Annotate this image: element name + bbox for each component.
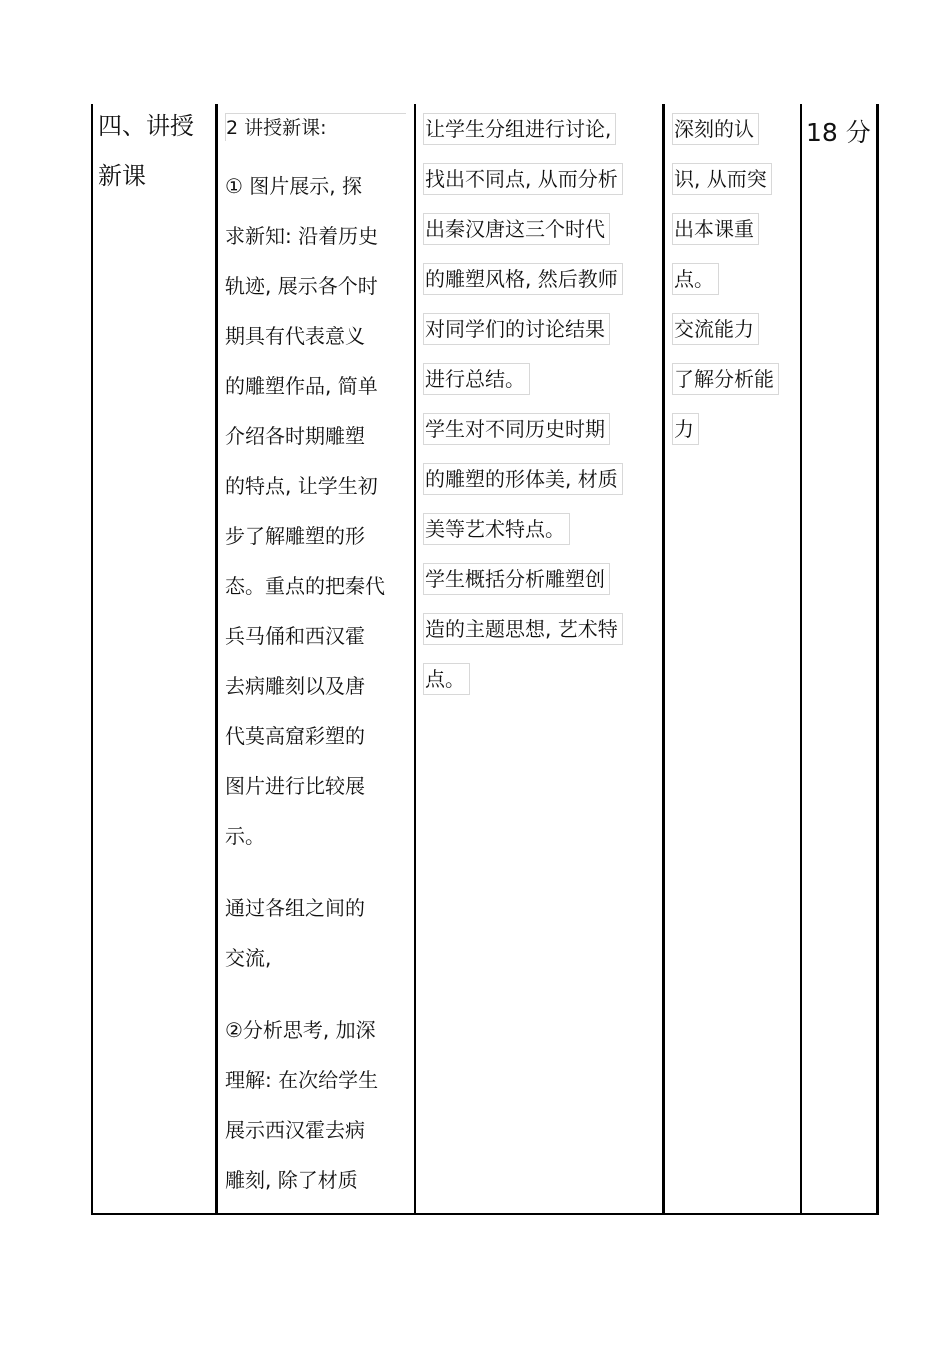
stage-line: 新课	[98, 162, 146, 190]
table-border-right	[876, 104, 879, 1215]
goal-line: 深刻的认	[672, 113, 759, 145]
goal-line: 交流能力	[672, 313, 759, 345]
student-line: 学生对不同历史时期	[423, 413, 610, 445]
goal-line: 出本课重	[672, 213, 759, 245]
stage-line: 四、讲授	[98, 112, 194, 140]
student-line: 的雕塑风格, 然后教师	[423, 263, 623, 295]
goal-line: 识, 从而突	[672, 163, 772, 195]
teacher-line: 展示西汉霍去病	[225, 1118, 365, 1142]
student-line: 出秦汉唐这三个时代	[423, 213, 610, 245]
teacher-line: 代莫高窟彩塑的	[225, 724, 365, 748]
student-line: 让学生分组进行讨论,	[423, 113, 616, 145]
column-divider-2	[414, 104, 416, 1215]
goal-line: 点。	[672, 263, 719, 295]
teacher-line: 示。	[225, 824, 265, 848]
student-line: 进行总结。	[423, 363, 530, 395]
teacher-line: 兵马俑和西汉霍	[225, 624, 365, 648]
student-line: 找出不同点, 从而分析	[423, 163, 623, 195]
teacher-line: 通过各组之间的	[225, 896, 365, 920]
goal-line: 力	[672, 413, 699, 445]
goal-line: 了解分析能	[672, 363, 779, 395]
teacher-line: 交流,	[225, 946, 272, 970]
table-bottom-border	[91, 1213, 879, 1215]
student-line: 点。	[423, 663, 470, 695]
teacher-header: 2 讲授新课:	[225, 113, 406, 141]
column-divider-3	[662, 104, 665, 1215]
teacher-line: 步了解雕塑的形	[225, 524, 365, 548]
student-activity-cell	[423, 113, 623, 713]
student-line: 的雕塑的形体美, 材质	[423, 463, 623, 495]
student-line: 美等艺术特点。	[423, 513, 570, 545]
column-divider-4	[800, 104, 802, 1215]
teacher-line: 期具有代表意义	[225, 324, 365, 348]
teacher-line: 理解: 在次给学生	[225, 1068, 379, 1092]
teacher-line: 求新知: 沿着历史	[225, 224, 379, 248]
teacher-line: 雕刻, 除了材质	[225, 1168, 358, 1192]
teacher-line: 轨迹, 展示各个时	[225, 274, 378, 298]
teacher-line: ① 图片展示, 探	[225, 174, 363, 198]
teacher-line: ②分析思考, 加深	[225, 1018, 376, 1042]
design-intent-cell	[672, 113, 779, 463]
teacher-activity-cell	[225, 113, 410, 1217]
time-cell: 18 分	[806, 118, 871, 147]
teacher-line: 去病雕刻以及唐	[225, 674, 365, 698]
teacher-line: 态。重点的把秦代	[225, 574, 385, 598]
student-line: 对同学们的讨论结果	[423, 313, 610, 345]
teacher-line: 的雕塑作品, 简单	[225, 374, 378, 398]
stage-cell	[98, 101, 213, 201]
teacher-line: 图片进行比较展	[225, 774, 365, 798]
column-divider-1	[215, 104, 218, 1215]
teacher-line: 的特点, 让学生初	[225, 474, 378, 498]
teacher-line: 介绍各时期雕塑	[225, 424, 365, 448]
table-border-left	[91, 104, 93, 1215]
student-line: 造的主题思想, 艺术特	[423, 613, 623, 645]
student-line: 学生概括分析雕塑创	[423, 563, 610, 595]
